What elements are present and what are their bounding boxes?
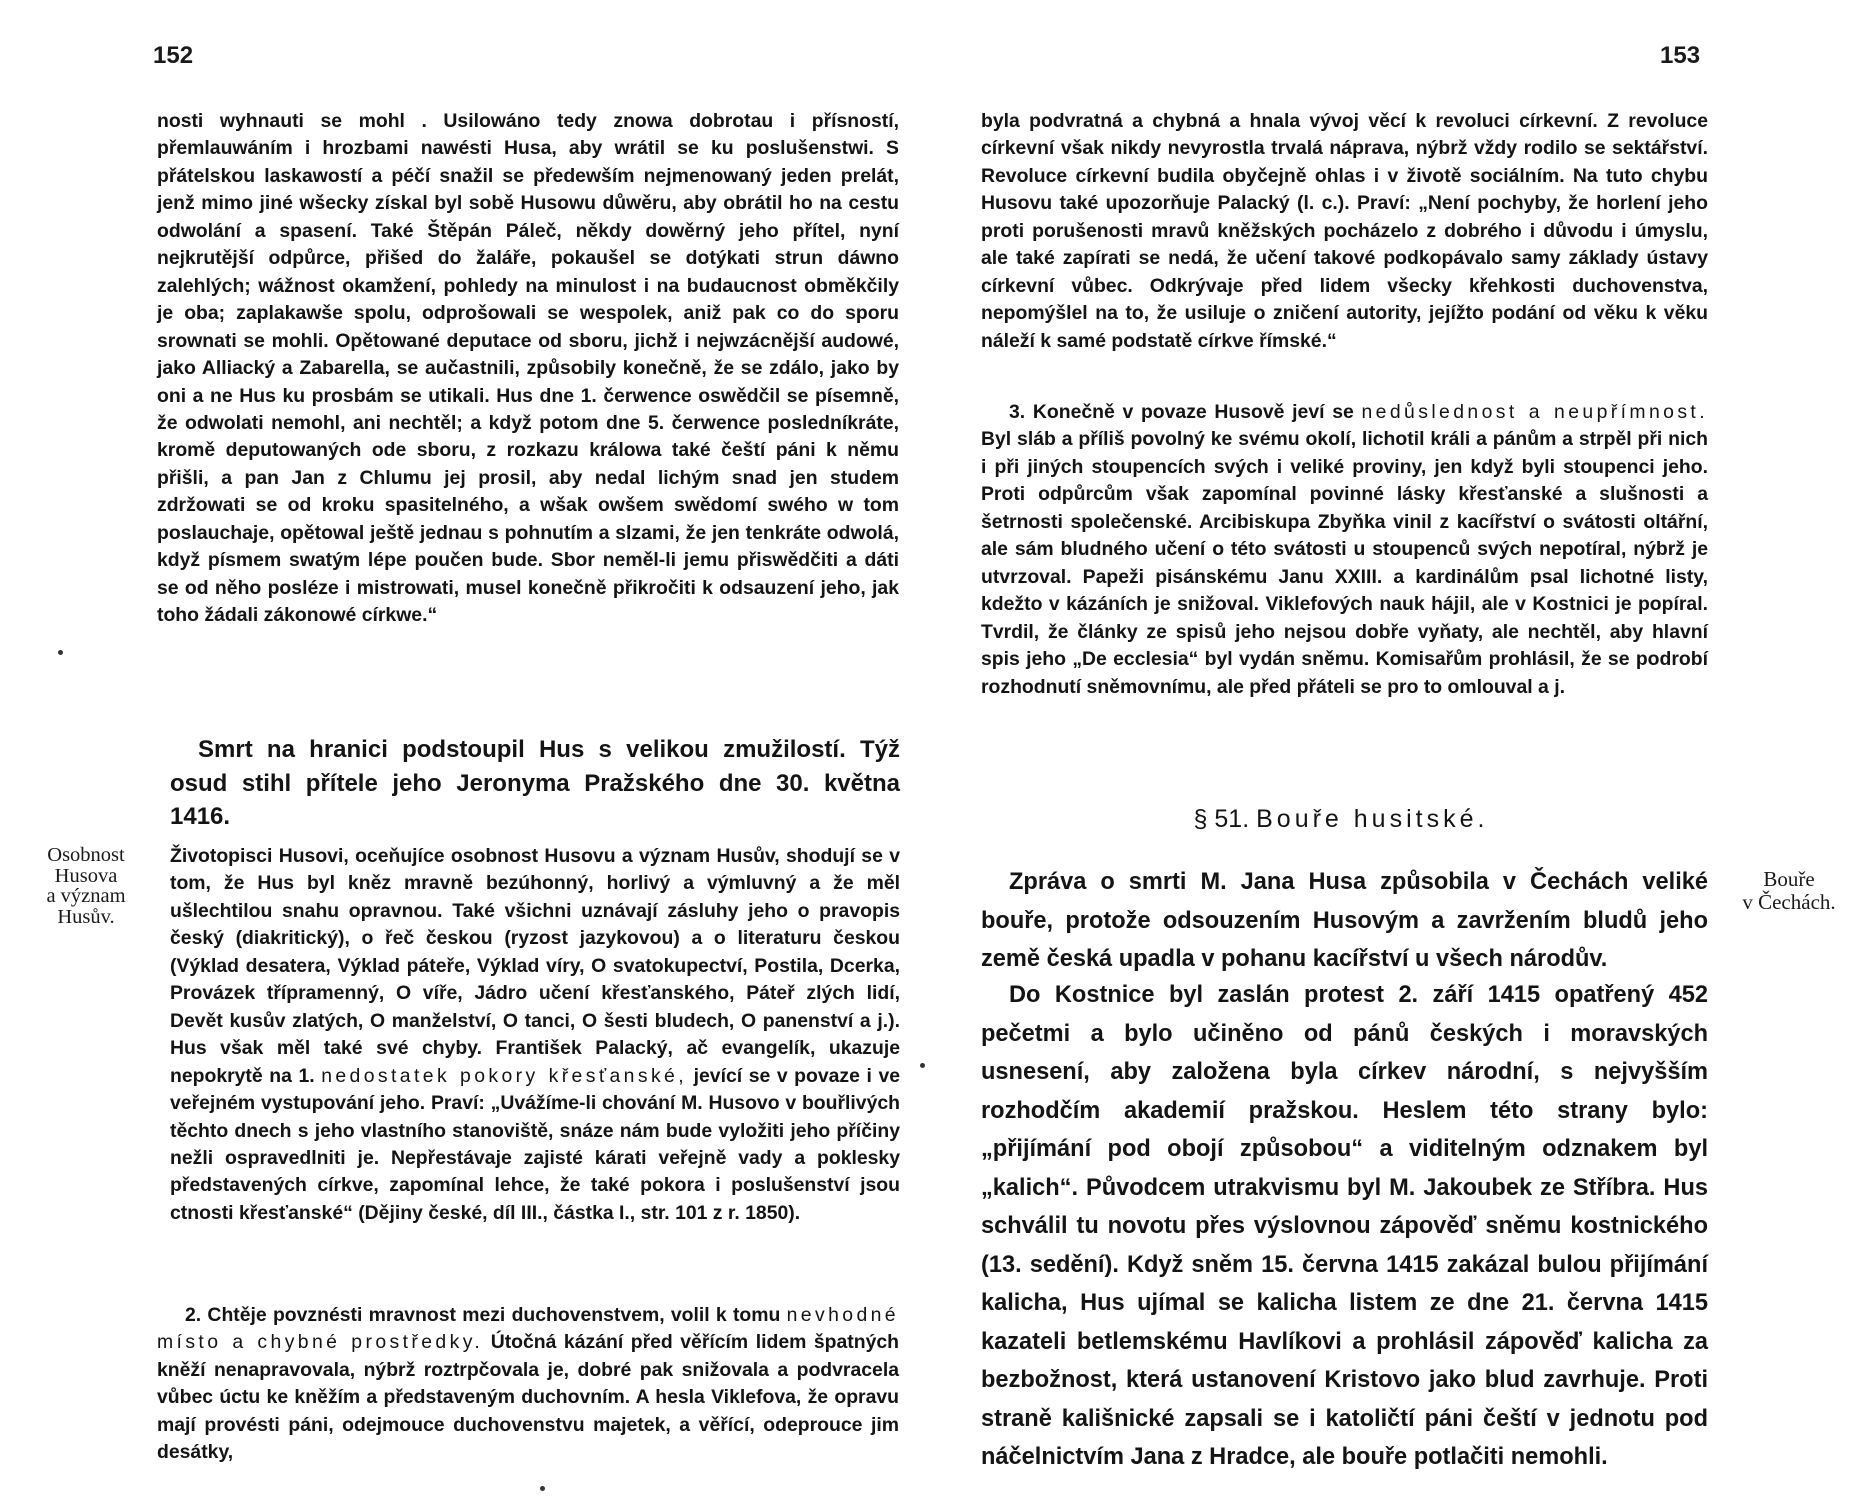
point-3-paragraph <box>981 399 1708 701</box>
kostnice-paragraph: Do Kostnice byl zaslán protest 2. září 1415 opatřený 452 pečetmi a bylo učiněno od pánů českých i moravských usnesení, aby založena byla církev národní, s nejvyšším rozhodčím akademií pražskou. Heslem této strany bylo: „přijímání pod obojí způsobou“ a viditelným odznakem byl „kalich“. Původcem utrakvismu byl M. Jakoubek ze Stříbra. Hus schválil tu novotu přes výslovnou zápověď sněmu kostnického (13. sedění). Když sněm 15. června 1415 zakázal bulou přijímání kalicha, Hus ujímal se kalicha listem ze dne 21. června 1415 kazateli betlemskému Havlíkovi a prohlásil zápověď kalicha za bezbožnost, která ustanovení Kristovo jako blud zavrhuje. Proti straně kališnické zapsali se i katoličtí páni čeští v jednotu pod náčelnictvím Jana z Hradce, ale bouře potlačiti nemohli. <box>981 982 1708 1470</box>
section-heading <box>1061 805 1621 834</box>
point-2-paragraph <box>157 1302 899 1467</box>
margin-note <box>1724 868 1854 914</box>
ink-speck <box>920 1063 925 1068</box>
spaced-emphasis: nedůslednost a neupřímnost. <box>1361 401 1709 423</box>
margin-note <box>30 845 142 927</box>
margin-note-line: v Čechách. <box>1742 890 1836 914</box>
paragraph-text: 3. Konečně v povaze Husově jeví se <box>1009 401 1354 423</box>
spaced-emphasis: nevhodné místo a chybné prostředky. <box>157 1304 899 1354</box>
section-title: Bouře husitské. <box>1256 805 1489 833</box>
ink-speck <box>58 650 63 655</box>
right-page <box>931 0 1862 1500</box>
paragraph-text: Byl sláb a příliš povolný ke svému okolí, lichotil králi a pánům a strpěl při nich i při jiných stoupencích svých i veliké proviny, jen když byli stoupenci jeho. Proti odpůrcům však zapomínal povinné lásky křesťanské a slušnosti a šetrnosti společenské. Arcibiskupa Zbyňka vinil z kacířství o svátosti oltářní, ale sám bludného učení o této svátosti u stoupenců svých nepotíral, nýbrž je utvrzoval. Papeži pisánskému Janu XXIII. a kardinálům psal lichotné listy, kdežto v kázáních je snižoval. Viklefových nauk hájil, ale v Kostnici je popíral. Tvrdil, že články ze spisů jeho nejsou dobře vyňaty, ale nechtěl, aby hlavní spis jeho „De ecclesia“ byl vydán sněmu. Komisařům prohlásil, že se podrobí rozhodnutí sněmovnímu, ale před přáteli se pro to omlouval a j. <box>981 428 1708 698</box>
paragraph-text: Životopisci Husovi, oceňujíce osobnost Husovu a význam Husův, shodují se v tom, že Hus byl kněz mravně bezúhonný, horlivý a výmluvný a že měl ušlechtilou snahu opravnou. Také všichni uznávají zásluhy jeho o pravopis český (diakritický), o řeč českou (ryzost jazykovou) a o literaturu českou (Výklad desatera, Výklad páteře, Výklad víry, O svatokupectví, Postila, Dcerka, Provázek třípramenný, O víře, Jádro učení křesťanského, Páteř zlých lidí, Devět kusův zlatých, O manželství, O tanci, O šesti bludech, O panenství a j.). Hus však měl také své chyby. František Palacký, ač evangelík, ukazuje nepokrytě na 1. <box>170 845 900 1087</box>
margin-note-line: Bouře <box>1763 867 1815 891</box>
margin-note-line: Osobnost <box>47 844 125 866</box>
page-number: 153 <box>1660 42 1701 69</box>
margin-note-line: Husův. <box>57 905 115 928</box>
margin-note-line: a význam <box>46 885 126 907</box>
ink-speck <box>540 1486 545 1491</box>
paragraph-text: jevící se v povaze i ve veřejném vystupování jeho. Praví: „Uvážíme-li chování M. Husovo v bouřlivých těchto dnech s jeho vlastního stanoviště, snáze nám bude vyložiti jeho příčiny nežli ospravedlniti je. Nepřestávaje zajisté kárati veřejně vady a poklesky představených církve, zapomínal lehce, že také pokora i poslušenství jsou ctnosti křesťanské“ (Dějiny české, díl III., částka I., str. 101 z r. 1850). <box>170 1064 901 1224</box>
spaced-emphasis: nedostatek pokory křesťanské, <box>321 1064 688 1087</box>
page-number: 152 <box>153 42 194 69</box>
zprava-paragraph: Zpráva o smrti M. Jana Husa způsobila v Čechách veliké bouře, protože odsouzením Husovým a zavržením bludů jeho země česká upadla v pohanu kacířství u všech národův. <box>981 869 1708 972</box>
continued-paragraph: byla podvratná a chybná a hnala vývoj věcí k revoluci církevní. Z revoluce církevní však nikdy nevyrostla trvalá náprava, nýbrž vždy rodilo se sektářství. Revoluce církevní budila obyčejně ohlas i v životě sociálním. Na tuto chybu Husovu také upozorňuje Palacký (l. c.). Praví: „Není pochyby, že horlení jeho proti porušenosti mravů kněžských pocházelo z dobrého i důvodu i úmyslu, ale také zapírati se nedá, že učení takové podkopávalo samy základy ústavy církevní vůbec. Odkrývaje před lidem všecky křehkosti duchovenstva, nepomýšlel na to, že usiluje o zničení autority, jejížto podání od věku k věku náleží k samé podstatě církve římské.“ <box>981 110 1708 352</box>
paragraph-text: Útočná kázání před věřícím lidem špatných kněží nenapravovala, nýbrž roztrpčovala je, dobré pak snižovala a podvracela vůbec úctu ke kněžím a představeným duchovním. A hesla Viklefova, že opravu mají provésti páni, odejmouce duchovenstvu majetek, a věřící, odeprouce jim desátky, <box>157 1331 899 1464</box>
section-number: § 51. <box>1193 805 1250 833</box>
smrt-paragraph: Smrt na hranici podstoupil Hus s velikou zmužilostí. Týž osud stihl přítele jeho Jeronyma Pražského dne 30. května 1416. <box>170 736 900 830</box>
zivotopisci-paragraph <box>170 843 900 1227</box>
quote-paragraph: nosti wyhnauti se mohl . Usilowáno tedy znowa dobrotau i přísností, přemlauwáním i hrozbami nawésti Husa, aby wrátil se ku poslušenstwi. S přátelskou laskawostí a péčí snažil se předewším nejmenowaný jeden prelát, jenž mimo jiné wšecky získal byl sobě Husowu důwěru, aby obrátil ho na cestu odwolání a spasení. Také Štěpán Páleč, někdy dowěrný jeho přítel, nyní nejkrutější odpůrce, přišed do žaláře, pokaušel se dotýkati strun dáwno zalehlých; wážnost okamžení, pohledy na minulost i na budaucnost obměkčily je oba; zaplakawše spolu, odprošowali se wespolek, aniž pak co do sporu srownati se mohli. Opětowané deputace od sboru, jichž i nejwzácnější audowé, jako Alliacký a Zabarella, se aučastnili, způsobily konečně, že se zdálo, jako by oni a ne Hus ku prosbám se utikali. Hus dne 1. čerwence oswědčil se písemně, že odwolati nemohl, ani nechtěl; a když potom dne 5. čerwence posledníkráte, kromě deputowaných ode sboru, z rozkazu králowa také čeští páni k němu přišli, a pan Jan z Chlumu jej prosil, aby nedal lichým snad jen studem zdržowati se od kroku spasitelného, a wšak owšem swědomí swého w tom poslauchaje, opětowal ještě jednau s pohnutím a slzami, že jen tenkráte odwolá, když písmem swatým lépe poučen bude. Sbor neměl-li jemu přiswědčiti a dáti se od něho posléze i mistrowati, musel konečně přikročiti k odsauzení jeho, jak toho žádali zákonowé církwe.“ <box>157 110 899 627</box>
paragraph-text: 2. Chtěje povznésti mravnost mezi duchovenstvem, volil k tomu <box>185 1304 781 1326</box>
margin-note-line: Husova <box>54 864 118 887</box>
